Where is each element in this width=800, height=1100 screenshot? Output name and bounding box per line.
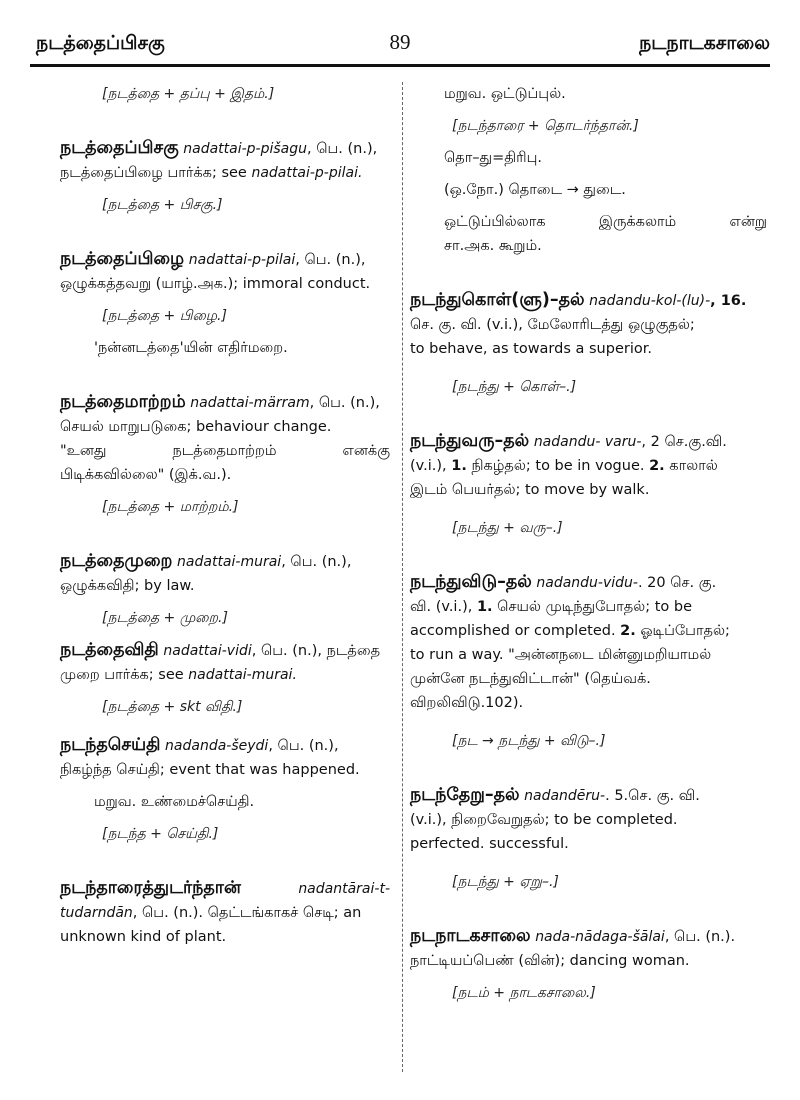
entry-nadattai-vidi bbox=[60, 638, 390, 719]
entry-nadattai-marram bbox=[60, 390, 390, 519]
definition: ஓடிப்போதல்; bbox=[635, 623, 730, 639]
transliteration-cont: tudarndān bbox=[60, 905, 133, 921]
definition: முறை பார்க்க; see bbox=[60, 667, 189, 683]
grammar: , பெ. (n.). தெட்டங்காகச் செடி; an bbox=[132, 905, 362, 921]
note: ஒட்டுப்பில்லாக இருக்கலாம் என்று bbox=[444, 214, 767, 230]
note: 'நன்னடத்தை'யின் எதிர்மறை. bbox=[94, 340, 288, 356]
etymology: [நடத்தை + பிசகு.] bbox=[102, 197, 223, 213]
headword: நடந்தேறு–தல் bbox=[410, 785, 520, 805]
entry-nadandu-vidu bbox=[410, 570, 767, 753]
etymology: [நடந்தாரை + தொடர்ந்தான்.] bbox=[452, 118, 639, 134]
sense-number: 1. bbox=[476, 599, 493, 615]
transliteration: nadandēru- bbox=[524, 788, 606, 804]
definition: நிகழ்ந்த செய்தி; event that was happened. bbox=[60, 762, 360, 778]
conjugation-class: , 16. bbox=[710, 293, 747, 309]
etymology: [நடத்தை + முறை.] bbox=[102, 610, 228, 626]
note: தொ–து=திரிபு. bbox=[444, 150, 542, 166]
definition: நாட்டியப்பெண் (வின்); dancing woman. bbox=[410, 953, 690, 969]
transliteration: nadandu-kol-(lu)- bbox=[589, 293, 711, 309]
header-right-guideword: நடநாடகசாலை bbox=[639, 32, 770, 54]
note: (ஒ.நோ.) தொடை → துடை. bbox=[444, 182, 626, 198]
grammar: , பெ. (n.), bbox=[309, 395, 380, 411]
transliteration: nadanda-šeydi bbox=[165, 738, 269, 754]
headword: நடந்தாரைத்துடர்ந்தான் bbox=[60, 878, 241, 898]
etymology: [நடந்து + ஏறு–.] bbox=[452, 874, 559, 890]
definition: செயல் மாறுபடுகை; behaviour change. bbox=[60, 419, 332, 435]
grammar: , பெ. (n.), நடத்தை bbox=[251, 643, 381, 659]
etymology: [நடத்தை + skt விதி.] bbox=[102, 699, 243, 715]
etymology: [நடத்தை + மாற்றம்.] bbox=[102, 499, 239, 515]
grammar: . 20 செ. கு. bbox=[637, 575, 717, 591]
quotation: முன்னே நடந்துவிட்டான்" (தெய்வக். bbox=[410, 671, 651, 687]
headword: நடந்தசெய்தி bbox=[60, 735, 161, 755]
headword: நடத்தைப்பிசகு bbox=[60, 138, 179, 158]
transliteration: nadattai-murai bbox=[177, 554, 282, 570]
definition: accomplished or completed. bbox=[410, 623, 621, 639]
cross-reference: nadattai-murai. bbox=[188, 667, 297, 683]
definition: (v.i.), நிறைவேறுதல்; to be completed. bbox=[410, 812, 678, 828]
definition: இடம் பெயர்தல்; to move by walk. bbox=[410, 482, 650, 498]
headword: நடத்தைவிதி bbox=[60, 640, 159, 660]
entry-nadantarai-t-tudarndan bbox=[60, 876, 390, 949]
definition: perfected. successful. bbox=[410, 836, 569, 852]
etymology: [நடத்தை + தப்பு + இதம்.] bbox=[102, 86, 275, 102]
transliteration: nadattai-p-pilai bbox=[188, 252, 296, 268]
quotation: to run a way. "அன்னநடை மின்னுமறியாமல் bbox=[410, 647, 712, 663]
definition: to behave, as towards a superior. bbox=[410, 341, 652, 357]
note: சா.அக. கூறும். bbox=[444, 238, 542, 254]
etymology: [நடந்து + கொள்–.] bbox=[452, 379, 577, 395]
headword: நடத்தைமுறை bbox=[60, 551, 173, 571]
grammar: , பெ. (n.). bbox=[664, 929, 736, 945]
entry-nadandu-kol-lu bbox=[410, 288, 767, 399]
header-rule bbox=[30, 64, 770, 67]
entry-nadattai-p-pilai bbox=[60, 247, 390, 360]
left-column bbox=[60, 82, 390, 949]
transliteration: nadattai-märram bbox=[190, 395, 310, 411]
etymology: [நடந்து + வரு–.] bbox=[452, 520, 563, 536]
transliteration: nadandu-vidu- bbox=[536, 575, 638, 591]
definition: நிகழ்தல்; to be in vogue. bbox=[466, 458, 650, 474]
grammar: , பெ. (n.), bbox=[307, 141, 378, 157]
etymology: [நட → நடந்து + விடு–.] bbox=[452, 733, 606, 749]
definition: ஒழுக்கத்தவறு (யாழ்.அக.); immoral conduct. bbox=[60, 276, 371, 292]
headword: நடத்தைப்பிழை bbox=[60, 249, 185, 269]
transliteration: nadattai-vidi bbox=[163, 643, 252, 659]
grammar: , பெ. (n.), bbox=[295, 252, 366, 268]
page-header bbox=[30, 26, 770, 66]
grammar: , பெ. (n.), bbox=[281, 554, 352, 570]
entry-nada-nadaga-salai bbox=[410, 924, 767, 1005]
entry-continuation bbox=[410, 82, 767, 258]
quotation: "உனது நடத்தைமாற்றம் எனக்கு bbox=[60, 443, 390, 459]
grammar: . 5.செ. கு. வி. bbox=[605, 788, 700, 804]
right-column bbox=[410, 82, 767, 1005]
entry-nadanderu bbox=[410, 783, 767, 894]
synonym: மறுவ. உண்மைச்செய்தி. bbox=[94, 794, 255, 810]
sense-number: 1. bbox=[451, 458, 467, 474]
quotation-source: விறலிவிடு.102). bbox=[410, 695, 524, 711]
header-left-guideword: நடத்தைப்பிசகு bbox=[36, 32, 165, 54]
transliteration: nadandu- varu- bbox=[533, 434, 642, 450]
definition: நடத்தைப்பிழை பார்க்க; see bbox=[60, 165, 252, 181]
cross-reference: nadattai-p-pilai. bbox=[251, 165, 363, 181]
etymology: [நடம் + நாடகசாலை.] bbox=[452, 985, 596, 1001]
page-number: 89 bbox=[389, 30, 411, 54]
etymology: [நடந்த + செய்தி.] bbox=[102, 826, 219, 842]
definition: செ. கு. வி. (v.i.), மேலோரிடத்து ஒழுகுதல்; bbox=[410, 317, 695, 333]
definition: செயல் முடிந்துபோதல்; to be bbox=[492, 599, 693, 615]
transliteration: nada-nādaga-šālai bbox=[535, 929, 665, 945]
sense-number: 2. bbox=[649, 458, 665, 474]
sense-number: 2. bbox=[620, 623, 636, 639]
definition: unknown kind of plant. bbox=[60, 929, 227, 945]
entry-nadattai-p-pisagu bbox=[60, 136, 390, 217]
etymology: [நடத்தை + பிழை.] bbox=[102, 308, 227, 324]
quotation-source: பிடிக்கவில்லை" (இக்.வ.). bbox=[60, 467, 232, 483]
entry-nadandu-varu bbox=[410, 429, 767, 540]
column-divider bbox=[402, 82, 403, 1072]
grammar: (v.i.), bbox=[410, 458, 452, 474]
headword: நடந்துவிடு–தல் bbox=[410, 572, 532, 592]
entry-nadanda-seydi bbox=[60, 733, 390, 846]
grammar: வி. (v.i.), bbox=[410, 599, 477, 615]
headword: நடந்துவரு–தல் bbox=[410, 431, 530, 451]
definition: ஒழுக்கவிதி; by law. bbox=[60, 578, 195, 594]
grammar: , 2 செ.கு.வி. bbox=[641, 434, 727, 450]
headword: நடத்தைமாற்றம் bbox=[60, 392, 186, 412]
headword: நடந்துகொள்(ளு)–தல் bbox=[410, 290, 585, 310]
definition: காலால் bbox=[664, 458, 718, 474]
entry-nadattai-murai bbox=[60, 549, 390, 630]
transliteration: nadantārai-t- bbox=[298, 881, 390, 897]
synonym: மறுவ. ஒட்டுப்புல். bbox=[444, 86, 566, 102]
grammar: , பெ. (n.), bbox=[268, 738, 339, 754]
headword: நடநாடகசாலை bbox=[410, 926, 531, 946]
transliteration: nadattai-p-pišagu bbox=[183, 141, 308, 157]
